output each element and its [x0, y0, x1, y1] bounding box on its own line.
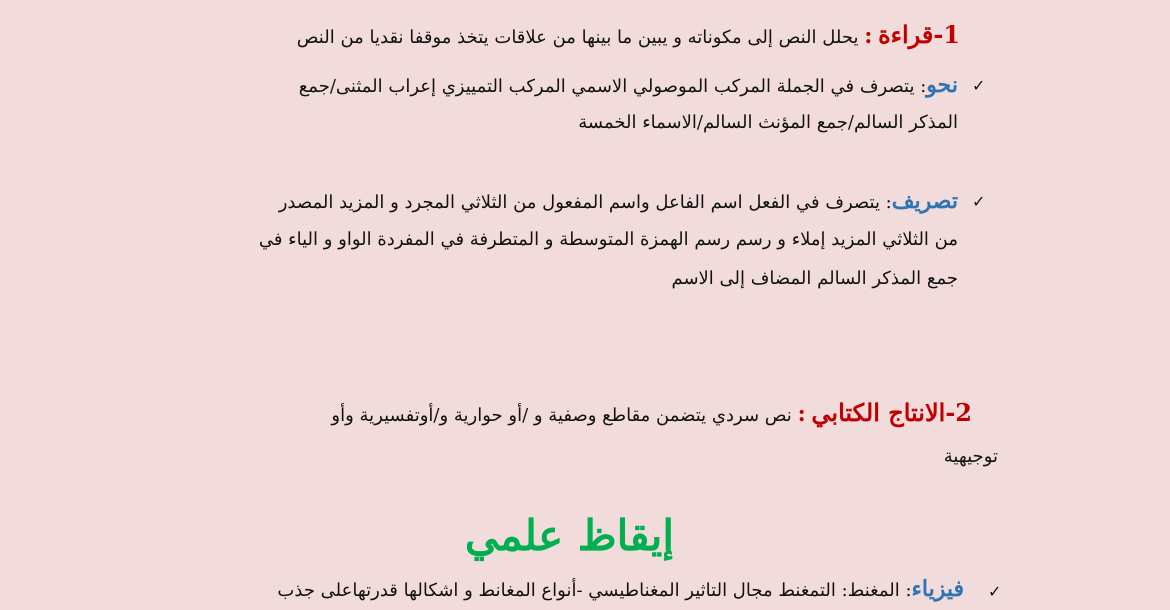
tasrif-line-3: جمع المذكر السالم المضاف إلى الاسم: [671, 268, 958, 289]
section2-line-2: توجيهية: [943, 446, 998, 467]
tasrif-line-1: [279, 188, 958, 216]
checkmark-icon: ✓: [988, 582, 1002, 601]
section2-colon: :: [797, 401, 806, 427]
section1-colon: :: [864, 23, 873, 49]
physics-label: فيزياء: [911, 576, 964, 602]
physics-line: [277, 576, 964, 604]
section2-text-1: نص سردي يتضمن مقاطع وصفية و /أو حوارية و/أوتفسيرية وأو: [331, 405, 792, 426]
tasrif-line-2: من الثلاثي المزيد إملاء و رسم رسم الهمزة المتوسطة و المتطرفة في المفردة الواو و الياء في: [258, 229, 958, 250]
nahw-line-2: المذكر السالم/جمع المؤنث السالم/الاسماء الخمسة: [578, 112, 958, 133]
nahw-label: نحو: [926, 72, 958, 98]
section2-line-1: [331, 400, 972, 429]
physics-text: : المغنط: التمغنط مجال التاثير المغناطيسي -أنواع المغانط و اشكالها قدرتهاعلى جذب: [277, 580, 912, 601]
section2-heading: 2-الانتاج الكتابي: [811, 398, 972, 427]
nahw-text-1: : يتصرف في الجملة المركب الموصولي الاسمي المركب التمييزي إعراب المثنى/جمع: [298, 76, 927, 97]
checkmark-icon: ✓: [972, 76, 986, 95]
checkmark-icon: ✓: [972, 192, 986, 211]
section1-heading: 1-قراءة: [878, 20, 960, 49]
tasrif-text-1: : يتصرف في الفعل اسم الفاعل واسم المفعول من الثلاثي المجرد و المزيد المصدر: [278, 192, 892, 213]
tasrif-label: تصريف: [891, 188, 958, 214]
science-title: إيقاظ علمي: [464, 511, 674, 560]
nahw-line-1: [299, 72, 958, 100]
section1-text: يحلل النص إلى مكوناته و يبين ما بينها من علاقات يتخذ موقفا نقديا من النص: [296, 27, 859, 48]
section1-line: [297, 22, 960, 51]
